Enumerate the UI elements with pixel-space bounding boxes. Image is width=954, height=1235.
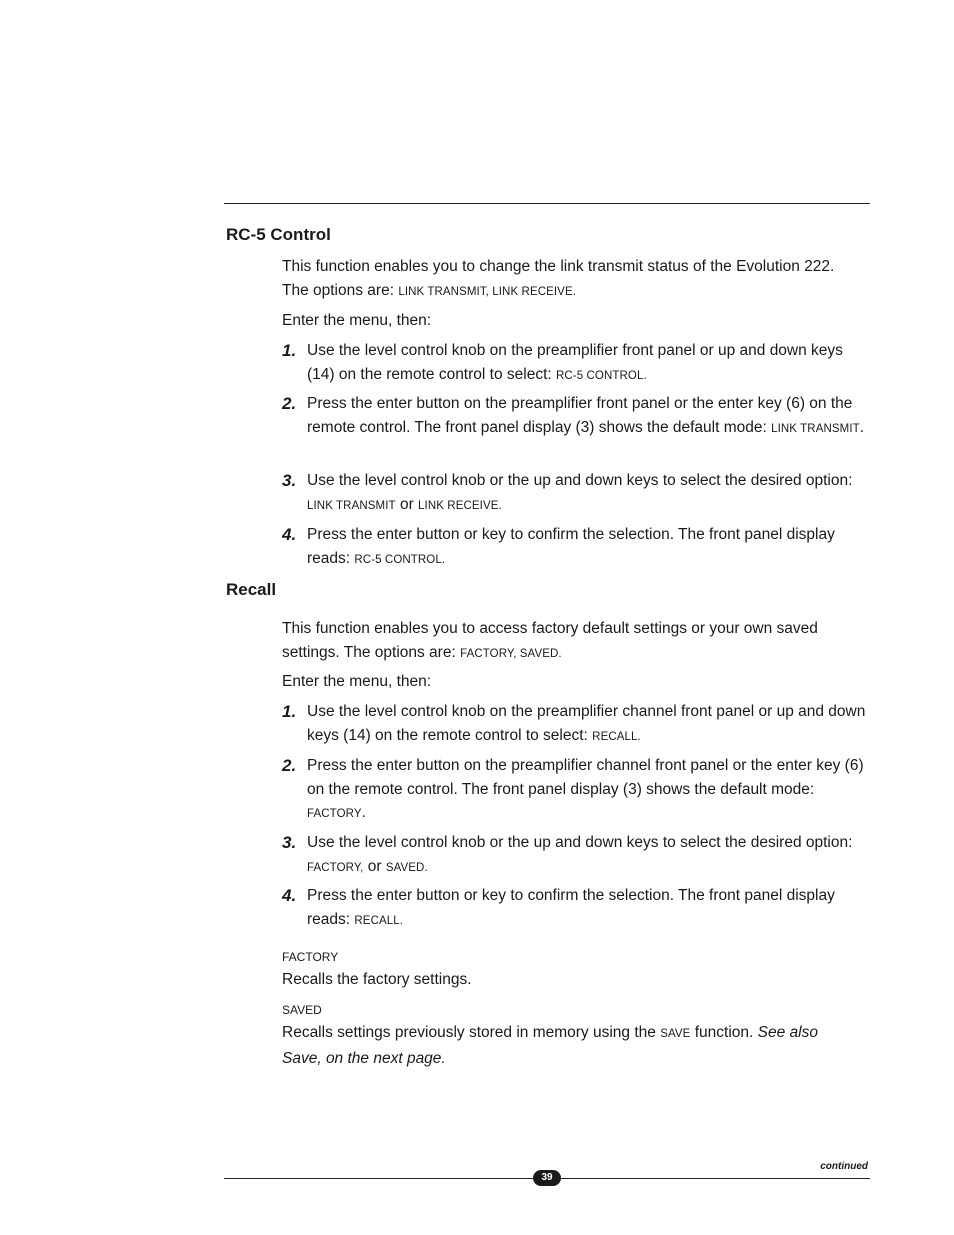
step-mode-2: SAVED. bbox=[385, 861, 428, 874]
step-number: 1. bbox=[282, 702, 297, 721]
recall-step-2 bbox=[282, 754, 872, 827]
saved-label: SAVED bbox=[282, 1003, 322, 1017]
saved-desc-save: SAVE bbox=[660, 1028, 691, 1040]
rc5-enter-menu: Enter the menu, then: bbox=[282, 312, 432, 329]
step-mid: or bbox=[363, 857, 386, 875]
step-mode-2: LINK RECEIVE. bbox=[418, 499, 502, 512]
step-mode: RC-5 CONTROL. bbox=[555, 369, 647, 382]
step-mode: LINK TRANSMIT bbox=[771, 422, 860, 435]
recall-step-4 bbox=[282, 884, 872, 933]
rc5-step-1 bbox=[282, 339, 872, 388]
step-mode: LINK TRANSMIT bbox=[307, 499, 396, 512]
step-tail: . bbox=[859, 418, 865, 436]
rc5-options: LINK TRANSMIT, LINK RECEIVE. bbox=[398, 285, 577, 298]
recall-intro-text-b: settings. The options are: bbox=[282, 643, 461, 661]
rc5-step-2 bbox=[282, 392, 872, 441]
step-number: 2. bbox=[282, 394, 297, 413]
rc5-intro bbox=[282, 255, 872, 304]
saved-desc-see-also: See also Save, on the next page. bbox=[282, 1024, 818, 1067]
step-mid: or bbox=[395, 495, 419, 513]
continued-label: continued bbox=[820, 1161, 868, 1172]
rc5-intro-text-b: The options are: bbox=[282, 281, 399, 299]
recall-enter-menu: Enter the menu, then: bbox=[282, 673, 432, 690]
step-text: Press the enter button on the preamplifier front panel or the enter key (6) on the remote control. The front panel display (3) shows the default mode: bbox=[307, 395, 853, 436]
recall-step-3 bbox=[282, 831, 872, 880]
step-mode: FACTORY, bbox=[307, 861, 364, 874]
step-number: 3. bbox=[282, 471, 297, 490]
saved-desc-a: Recalls settings previously stored in memory using the bbox=[282, 1024, 661, 1041]
recall-intro-text-a: This function enables you to access factory default settings or your own saved bbox=[282, 620, 818, 637]
step-text: Press the enter button or key to confirm the selection. The front panel display reads: bbox=[307, 526, 835, 567]
step-mode: RECALL. bbox=[592, 730, 641, 743]
factory-label: FACTORY bbox=[282, 950, 339, 964]
step-number: 4. bbox=[282, 886, 297, 905]
page-number: 39 bbox=[533, 1170, 561, 1186]
section-heading-recall: Recall bbox=[226, 580, 277, 599]
recall-intro bbox=[282, 617, 872, 666]
step-mode: RECALL. bbox=[354, 914, 404, 927]
recall-step-1 bbox=[282, 700, 872, 749]
section-heading-rc5: RC-5 Control bbox=[226, 225, 331, 244]
saved-description bbox=[282, 1021, 857, 1070]
rc5-intro-text-a: This function enables you to change the link transmit status of the Evolution 222. bbox=[282, 258, 835, 275]
step-text: Use the level control knob on the preamplifier front panel or up and down keys (14) on the remote control to select: bbox=[307, 342, 843, 383]
step-text: Use the level control knob on the preamplifier channel front panel or up and down keys (14) on the remote control to select: bbox=[307, 703, 866, 744]
step-text: Use the level control knob or the up and down keys to select the desired option: bbox=[307, 472, 853, 489]
step-tail: . bbox=[361, 804, 366, 821]
step-text: Press the enter button on the preamplifier channel front panel or the enter key (6) on the remote control. The front panel display (3) shows the default mode: bbox=[307, 757, 864, 798]
step-number: 3. bbox=[282, 833, 297, 852]
step-text: Use the level control knob or the up and down keys to select the desired option: bbox=[307, 834, 853, 851]
step-mode: RC-5 CONTROL. bbox=[354, 553, 446, 566]
step-number: 2. bbox=[282, 756, 297, 775]
rc5-step-3 bbox=[282, 469, 872, 518]
rc5-step-4 bbox=[282, 523, 872, 572]
step-number: 1. bbox=[282, 341, 297, 360]
factory-description: Recalls the factory settings. bbox=[282, 971, 472, 988]
step-text: Press the enter button or key to confirm the selection. The front panel display reads: bbox=[307, 887, 835, 928]
step-mode: FACTORY bbox=[307, 808, 362, 820]
recall-options: FACTORY, SAVED. bbox=[460, 647, 562, 660]
step-number: 4. bbox=[282, 525, 297, 544]
top-rule bbox=[224, 203, 870, 204]
saved-desc-b: function. bbox=[690, 1024, 758, 1041]
